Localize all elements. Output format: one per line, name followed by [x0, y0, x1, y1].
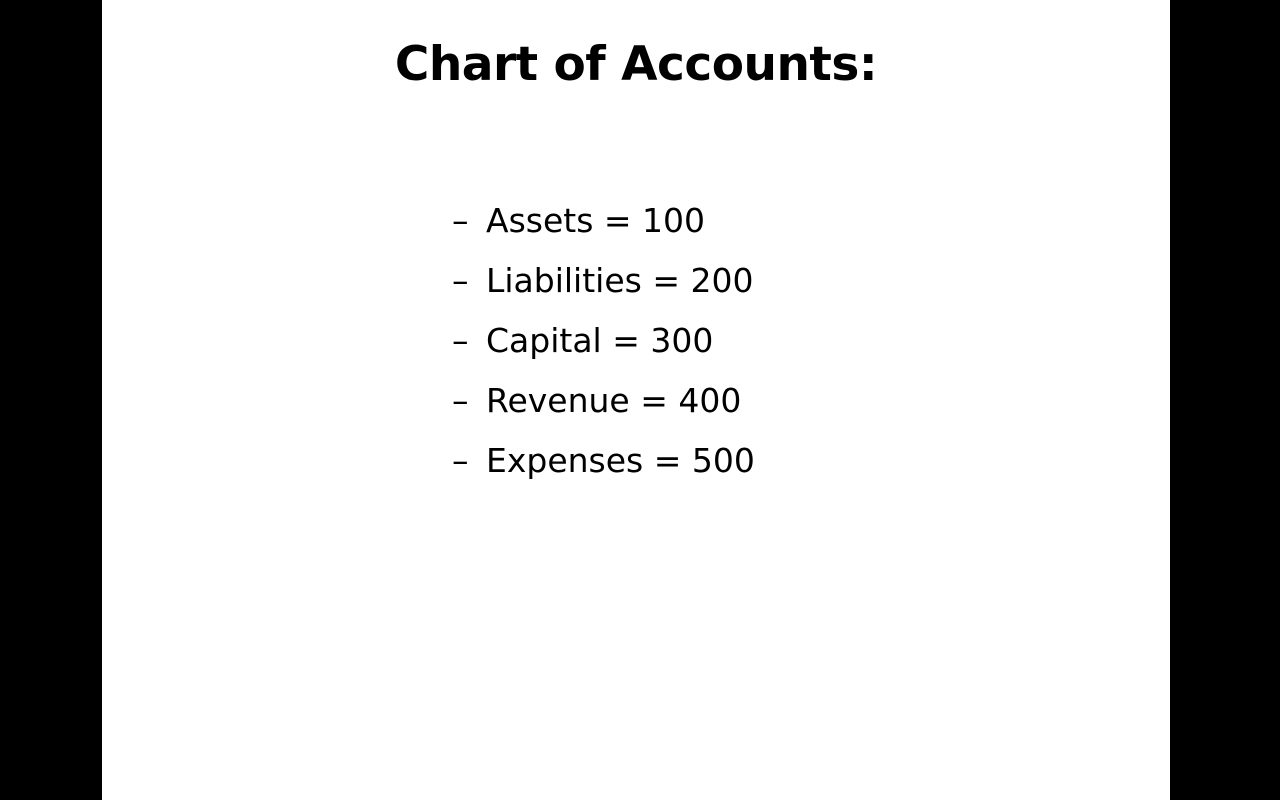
account-text: Capital = 300: [486, 320, 714, 360]
account-item-expenses: [452, 430, 755, 490]
dash-bullet: –: [452, 200, 469, 240]
dash-bullet: –: [452, 440, 469, 480]
letterbox-left: [0, 0, 102, 800]
account-item-liabilities: [452, 250, 755, 310]
account-text: Liabilities = 200: [486, 260, 754, 300]
account-item-revenue: [452, 370, 755, 430]
dash-bullet: –: [452, 320, 469, 360]
account-text: Assets = 100: [486, 200, 706, 240]
account-list: [452, 190, 755, 490]
slide: [102, 0, 1170, 800]
letterbox-right: [1170, 0, 1280, 800]
dash-bullet: –: [452, 380, 469, 420]
dash-bullet: –: [452, 260, 469, 300]
account-item-capital: [452, 310, 755, 370]
account-text: Revenue = 400: [486, 380, 742, 420]
slide-title: Chart of Accounts:: [394, 37, 878, 92]
account-item-assets: [452, 190, 755, 250]
account-text: Expenses = 500: [486, 440, 755, 480]
